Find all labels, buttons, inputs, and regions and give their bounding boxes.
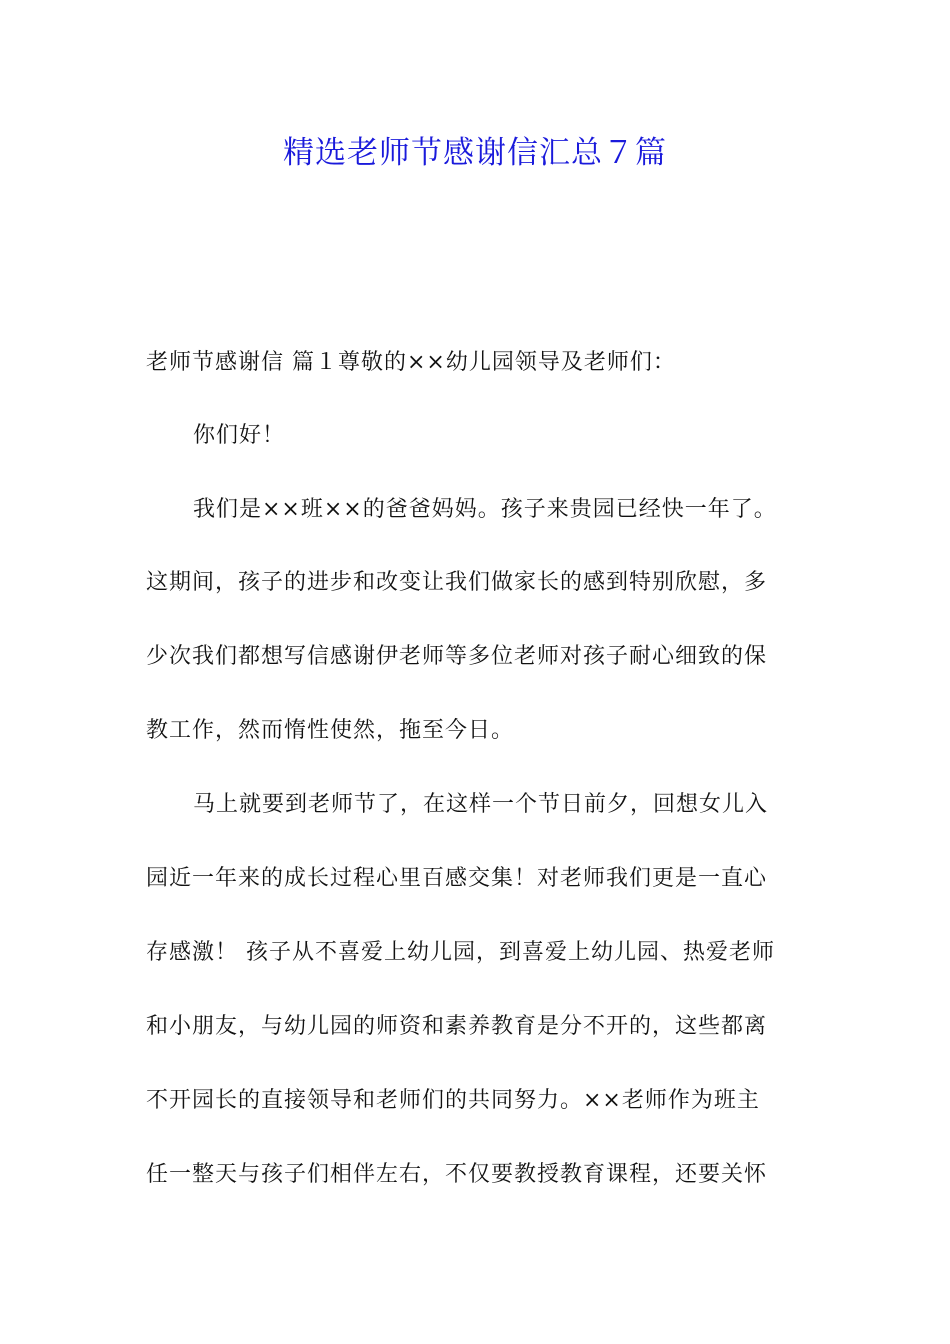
text-line: 不开园长的直接领导和老师们的共同努力。××老师作为班主 xyxy=(146,1088,760,1113)
text-line: 马上就要到老师节了，在这样一个节日前夕，回想女儿入 xyxy=(193,792,769,817)
page-title: 精选老师节感谢信汇总７篇 xyxy=(283,135,667,171)
text-line: 老师节感谢信 篇１尊敬的××幼儿园领导及老师们： xyxy=(146,350,676,375)
text-line: 我们是××班××的爸爸妈妈。孩子来贵园已经快一年了。 xyxy=(193,497,777,522)
text-line: 和小朋友，与幼儿园的师资和素养教育是分不开的，这些都离 xyxy=(146,1014,768,1039)
text-line: 这期间，孩子的进步和改变让我们做家长的感到特别欣慰，多 xyxy=(146,570,768,595)
text-line: 存感激！ 孩子从不喜爱上幼儿园，到喜爱上幼儿园、热爱老师 xyxy=(146,940,775,965)
text-line: 任一整天与孩子们相伴左右，不仅要教授教育课程，还要关怀 xyxy=(146,1162,768,1187)
text-line: 你们好！ xyxy=(193,423,286,448)
text-line: 教工作，然而惰性使然，拖至今日。 xyxy=(146,718,515,743)
text-line: 园近一年来的成长过程心里百感交集！对老师我们更是一直心 xyxy=(146,866,768,891)
text-line: 少次我们都想写信感谢伊老师等多位老师对孩子耐心细致的保 xyxy=(146,644,768,669)
